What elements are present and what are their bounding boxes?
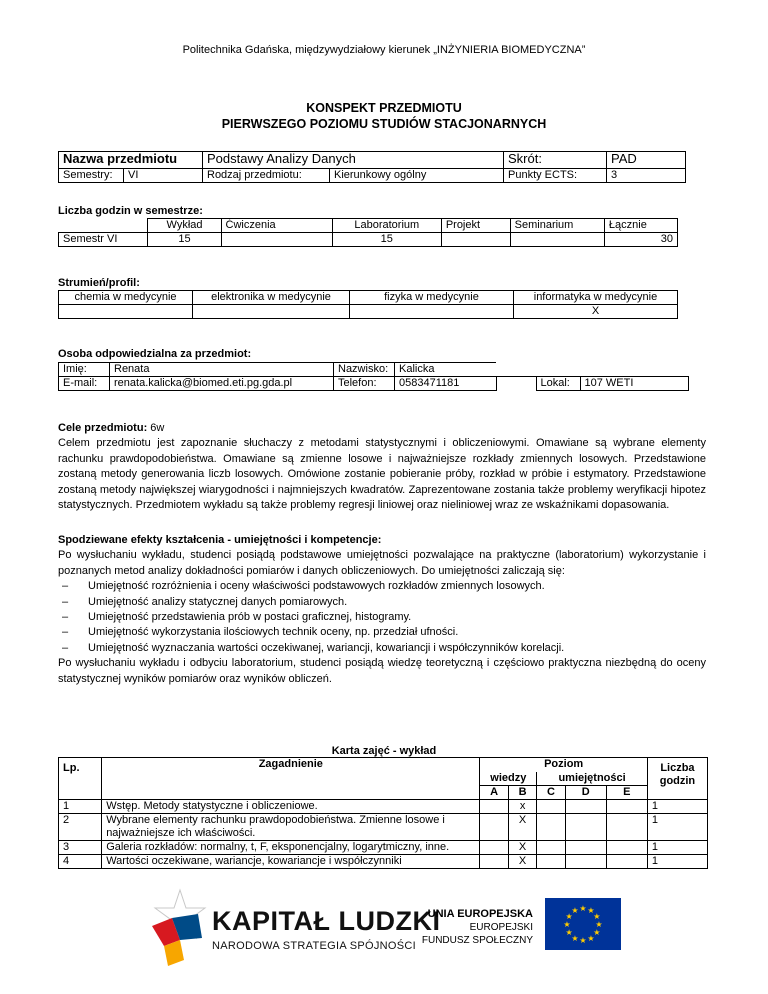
course-name-label: Nazwa przedmiotu xyxy=(59,152,203,169)
row-level-b: X xyxy=(508,854,536,868)
hours-col-lab: Laboratorium xyxy=(332,219,441,233)
row-level-b: x xyxy=(508,799,536,813)
effects-heading: Spodziewane efekty kształcenia - umiejętności i kompetencje: xyxy=(58,534,382,546)
eu-star-icon: ★ xyxy=(563,920,571,929)
eu-star-icon: ★ xyxy=(579,936,587,945)
row-number: 3 xyxy=(59,840,102,854)
eu-star-icon: ★ xyxy=(587,933,595,943)
first-name: Renata xyxy=(110,363,334,377)
row-topic: Galeria rozkładów: normalny, t, F, eksponencjalny, logarytmiczny, inne. xyxy=(102,840,480,854)
row-hours: 1 xyxy=(647,799,707,813)
eu-star-icon: ★ xyxy=(571,906,579,916)
row-topic: Wstęp. Metody statystyczne i obliczeniowe. xyxy=(102,799,480,813)
stream-table xyxy=(58,290,678,319)
ects-value: 3 xyxy=(607,169,686,183)
eu-star-icon: ★ xyxy=(579,904,587,913)
hours-lecture: 15 xyxy=(148,233,221,247)
phone-value: 0583471181 xyxy=(395,377,497,391)
hours-project xyxy=(441,233,510,247)
level-header: Poziom xyxy=(480,758,647,772)
row-level-b: X xyxy=(508,840,536,854)
eu-star-icon: ★ xyxy=(587,906,595,916)
table-row xyxy=(59,799,708,813)
effect-item: – Umiejętność rozróżnienia i oceny właściwości podstawowych rozkładów zmiennych losowych. xyxy=(58,579,706,594)
eu-star-icon: ★ xyxy=(571,933,579,943)
eu-sub-1: EUROPEJSKI xyxy=(469,922,533,933)
hours-row-label: Semestr VI xyxy=(59,233,148,247)
type-value: Kierunkowy ogólny xyxy=(330,169,504,183)
stream-elec: elektronika w medycynie xyxy=(193,291,350,305)
goals-text: Celem przedmiotu jest zapoznanie słuchaczy z metodami statystycznymi i obliczeniowymi. Omawiane są wybrane elementy rachunku prawdopodobieństwa. Omawiane są zmienne losowe i najważniejsze rozkłady zmiennych losowych. Przedstawione zostaną metody generowania liczb losowych. Omówione zostanie pobieranie próby, rozkład w próbie i estymatory. Przedstawione zostaną metody największej wiarygodności i najmniejszych kwadratów. Zaprezentowane zostania także problemy weryfikacji hipotez statystycznych. Przedmiotem wykładu są także problemy regresji liniowej oraz nieliniowej wraz ze wskaźnikami dopasowania. xyxy=(58,437,706,512)
room-label: Lokal: xyxy=(536,377,580,391)
hours-header: Liczba godzin xyxy=(647,758,707,800)
row-number: 1 xyxy=(59,799,102,813)
stream-phys: fizyka w medycynie xyxy=(350,291,514,305)
row-number: 2 xyxy=(59,813,102,840)
phone-label: Telefon: xyxy=(334,377,395,391)
person-heading: Osoba odpowiedzialna za przedmiot: xyxy=(58,348,252,360)
row-topic: Wybrane elementy rachunku prawdopodobieństwa. Zmienne losowe i najważniejsze ich właściwości. xyxy=(102,813,480,840)
hours-col-seminar: Seminarium xyxy=(510,219,604,233)
person-table xyxy=(58,362,689,391)
stream-phys-val xyxy=(350,305,514,319)
title-line-2: PIERWSZEGO POZIOMU STUDIÓW STACJONARNYCH xyxy=(221,117,547,131)
eu-star-icon: ★ xyxy=(593,912,601,921)
kl-title: KAPITAŁ LUDZKI xyxy=(212,906,441,936)
course-name: Podstawy Analizy Danych xyxy=(203,152,504,169)
knowledge-header: wiedzy xyxy=(480,772,537,786)
eu-star-icon: ★ xyxy=(565,912,573,921)
hours-heading: Liczba godzin w semestrze: xyxy=(58,205,203,217)
table-row xyxy=(59,854,708,868)
goals-heading: Cele przedmiotu: xyxy=(58,422,148,434)
room-value: 107 WETI xyxy=(580,377,688,391)
effect-item: – Umiejętność analizy statycznej danych pomiarowych. xyxy=(58,595,706,610)
document-title xyxy=(0,100,768,132)
effects-intro: Po wysłuchaniu wykładu, studenci posiądą podstawowe umiejętności pozwalające na praktyczne (laboratorium) wykorzystanie i poznanych metod analizy dokładności pomiarów i danych obliczeniowych. Do umiejętności zaliczają się: xyxy=(58,549,706,577)
row-hours: 1 xyxy=(647,813,707,840)
stream-chem-val xyxy=(59,305,193,319)
email-value: renata.kalicka@biomed.eti.pg.gda.pl xyxy=(110,377,334,391)
hours-total: 30 xyxy=(604,233,677,247)
hours-col-project: Projekt xyxy=(441,219,510,233)
stream-inf: informatyka w medycynie xyxy=(514,291,678,305)
row-number: 4 xyxy=(59,854,102,868)
first-name-label: Imię: xyxy=(59,363,110,377)
card-title: Karta zajęć - wykład xyxy=(331,745,437,757)
goals-suffix: 6w xyxy=(147,422,165,434)
eu-star-icon: ★ xyxy=(565,928,573,937)
row-level-b: X xyxy=(508,813,536,840)
stream-inf-val: X xyxy=(514,305,678,319)
effect-item: – Umiejętność wyznaczania wartości oczekiwanej, wariancji, kowariancji i współczynników korelacji. xyxy=(58,641,706,656)
semester-value: VI xyxy=(124,169,203,183)
hours-lab: 15 xyxy=(332,233,441,247)
eu-star-icon: ★ xyxy=(595,920,603,929)
row-hours: 1 xyxy=(647,854,707,868)
hours-table xyxy=(58,218,678,247)
row-hours: 1 xyxy=(647,840,707,854)
kl-subtitle: NARODOWA STRATEGIA SPÓJNOŚCI xyxy=(212,940,416,952)
lecture-table xyxy=(58,757,708,869)
footer-logos xyxy=(150,888,620,968)
row-topic: Wartości oczekiwane, wariancje, kowariancje i współczynniki xyxy=(102,854,480,868)
effects-section xyxy=(58,533,706,687)
title-line-1: KONSPEKT PRZEDMIOTU xyxy=(306,101,462,115)
kapital-ludzki-logo-icon xyxy=(150,888,210,968)
hours-col-total: Łącznie xyxy=(604,219,677,233)
goals-section xyxy=(58,421,706,513)
table-row xyxy=(59,840,708,854)
last-name-label: Nazwisko: xyxy=(334,363,395,377)
level-c: C xyxy=(537,785,565,799)
level-e: E xyxy=(606,785,647,799)
short-label: Skrót: xyxy=(504,152,607,169)
stream-chem: chemia w medycynie xyxy=(59,291,193,305)
email-label: E-mail: xyxy=(59,377,110,391)
skills-header: umiejętności xyxy=(537,772,648,786)
hours-col-lecture: Wykład xyxy=(148,219,221,233)
page-header: Politechnika Gdańska, międzywydziałowy kierunek „INŻYNIERIA BIOMEDYCZNA” xyxy=(182,44,586,56)
level-d: D xyxy=(565,785,606,799)
course-table xyxy=(58,151,686,183)
hours-exercises xyxy=(221,233,332,247)
level-a: A xyxy=(480,785,508,799)
hours-col-exercises: Ćwiczenia xyxy=(221,219,332,233)
ects-label: Punkty ECTS: xyxy=(504,169,607,183)
short-value: PAD xyxy=(607,152,686,169)
last-name: Kalicka xyxy=(395,363,497,377)
effect-item: – Umiejętność przedstawienia prób w postaci graficznej, histogramy. xyxy=(58,610,706,625)
hours-seminar xyxy=(510,233,604,247)
stream-elec-val xyxy=(193,305,350,319)
lp-header: Lp. xyxy=(59,758,102,800)
eu-sub-2: FUNDUSZ SPOŁECZNY xyxy=(421,935,533,946)
topic-header: Zagadnienie xyxy=(102,758,480,800)
level-b: B xyxy=(508,785,536,799)
eu-flag-icon xyxy=(545,898,621,958)
eu-star-icon: ★ xyxy=(593,928,601,937)
effect-item: – Umiejętność wykorzystania ilościowych technik oceny, np. przedział ufności. xyxy=(58,625,706,640)
effects-outro: Po wysłuchaniu wykładu i odbyciu laboratorium, studenci posiądą wiedzę teoretyczną i częściowo praktyczna niezbędną do oceny statystycznej wyników pomiarów oraz wyników obliczeń. xyxy=(58,657,706,685)
table-row xyxy=(59,813,708,840)
stream-heading: Strumień/profil: xyxy=(58,277,140,289)
eu-title: UNIA EUROPEJSKA xyxy=(427,908,533,920)
type-label: Rodzaj przedmiotu: xyxy=(203,169,330,183)
semester-label: Semestry: xyxy=(59,169,124,183)
